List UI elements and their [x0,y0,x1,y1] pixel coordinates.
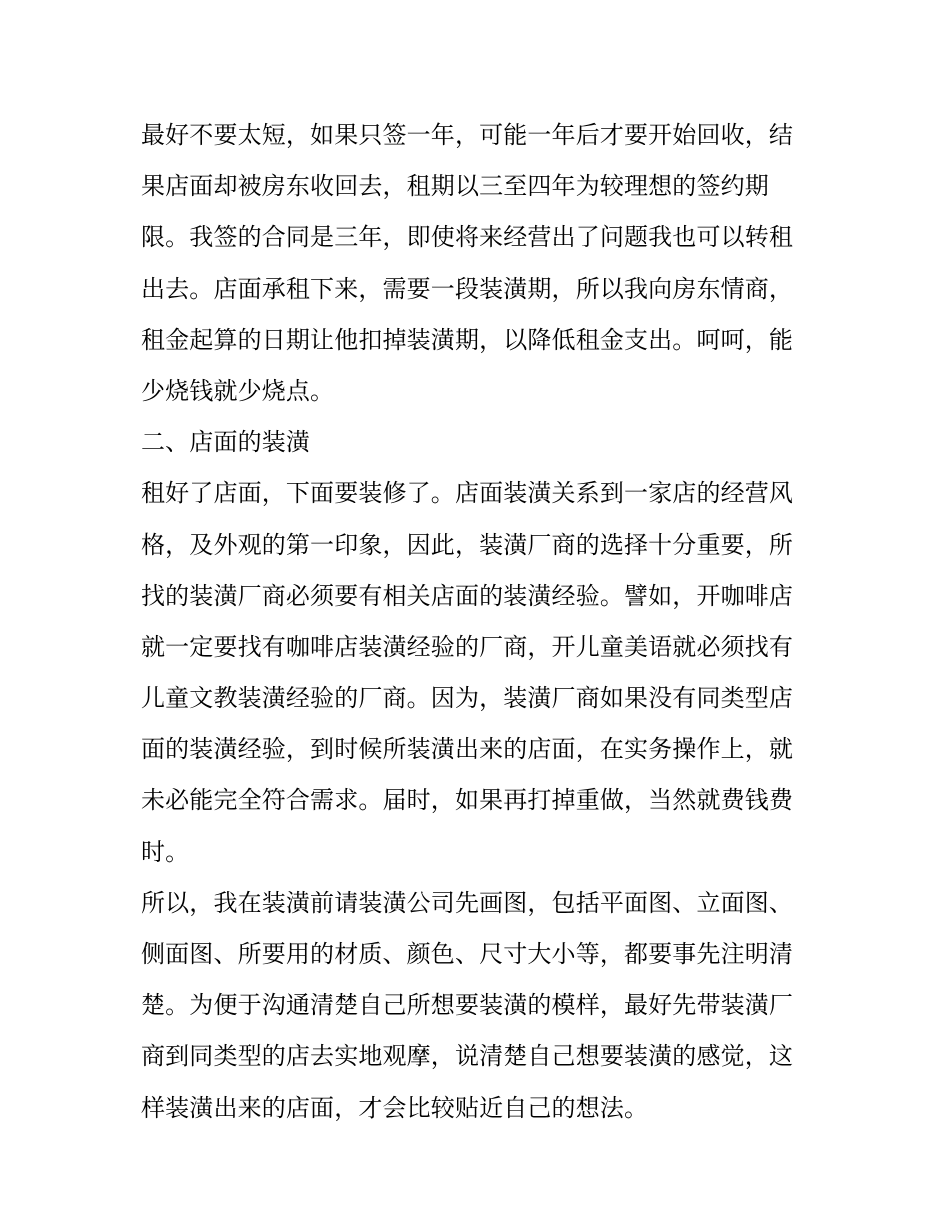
text-line: 所以，我在装潢前请装潢公司先画图，包括平面图、立面图、 [141,888,794,917]
text-line: 最好不要太短，如果只签一年，可能一年后才要开始回收，结 [141,121,794,149]
text-line: 果店面却被房东收回去，租期以三至四年为较理想的签约期 [141,172,769,201]
text-line: 就一定要找有咖啡店装潢经验的厂商，开儿童美语就必须找有 [141,632,794,661]
text-line: 未必能完全符合需求。届时，如果再打掉重做，当然就费钱费 [141,786,794,815]
text-line: 格，及外观的第一印象，因此，装潢厂商的选择十分重要，所 [141,530,794,559]
text-line: 租金起算的日期让他扣掉装潢期，以降低租金支出。呵呵，能 [141,325,794,354]
text-line: 儿童文教装潢经验的厂商。因为，装潢厂商如果没有同类型店 [141,684,794,713]
text-line: 出去。店面承租下来，需要一段装潢期，所以我向房东情商， [141,274,794,303]
text-line: 限。我签的合同是三年，即使将来经营出了问题我也可以转租 [141,223,794,252]
section-heading: 二、店面的装潢 [141,428,311,457]
text-line: 楚。为便于沟通清楚自己所想要装潢的模样，最好先带装潢厂 [141,991,794,1020]
text-line: 侧面图、所要用的材质、颜色、尺寸大小等，都要事先注明清 [141,940,794,968]
text-line: 样装潢出来的店面，才会比较贴近自己的想法。 [141,1093,649,1122]
text-line: 少烧钱就少烧点。 [141,376,335,405]
text-line: 租好了店面，下面要装修了。店面装潢关系到一家店的经营风 [141,479,794,508]
text-line: 时。 [141,837,190,866]
text-line: 面的装潢经验，到时候所装潢出来的店面，在实务操作上，就 [141,735,794,764]
body-text [141,110,821,1134]
text-line: 商到同类型的店去实地观摩，说清楚自己想要装潢的感觉，这 [141,1042,794,1071]
text-line: 找的装潢厂商必须要有相关店面的装潢经验。譬如，开咖啡店 [141,581,794,610]
